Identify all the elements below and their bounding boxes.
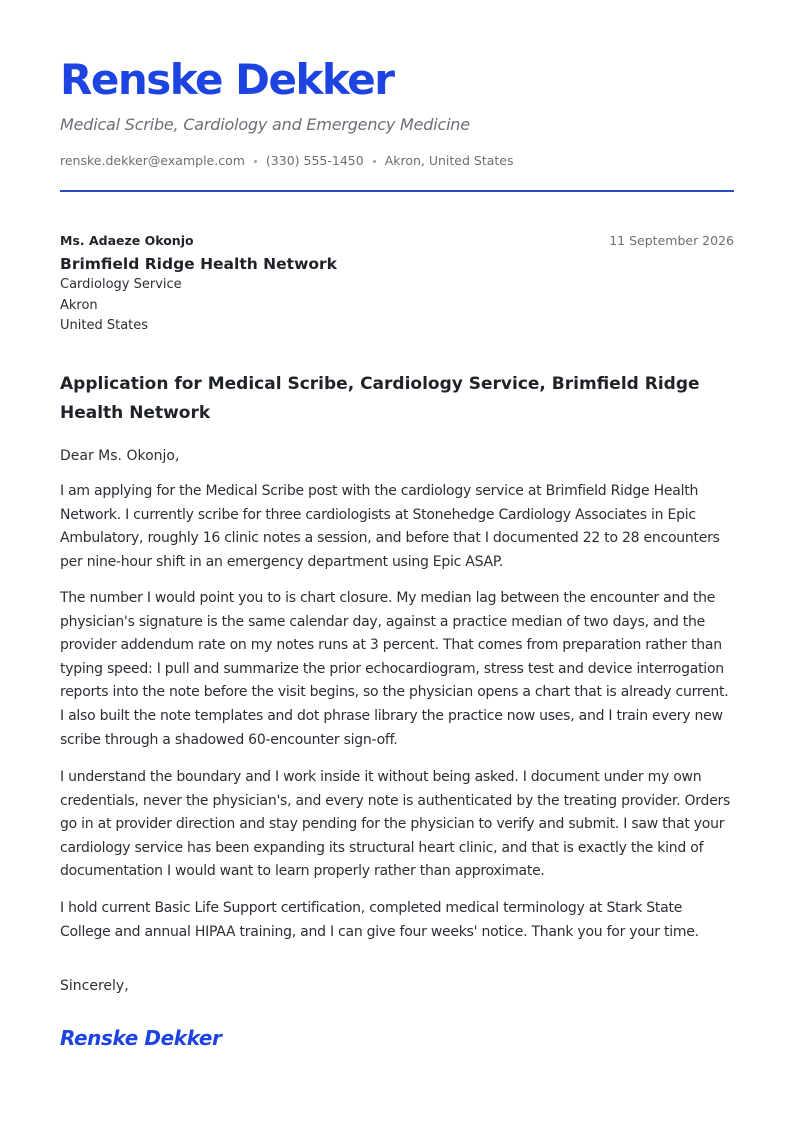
header-divider <box>60 190 734 192</box>
sender-title: Medical Scribe, Cardiology and Emergency Medicine <box>60 115 470 134</box>
separator-dot-icon <box>254 160 257 163</box>
recipient-city: Akron <box>60 298 98 313</box>
separator-dot-icon <box>373 160 376 163</box>
letter-subject: Application for Medical Scribe, Cardiology Service, Brimfield Ridge Health Network <box>60 374 700 423</box>
body-paragraph-1: I am applying for the Medical Scribe post with the cardiology service at Brimfield Ridge Health Network. I currently scribe for three cardiologists at Stonehedge Cardiology Associates in Epic Ambulatory, roughly 16 clinic notes a session, and before that I documented 22 to 28 encounters per nine-hour shift in an emergency department using Epic ASAP. <box>60 483 720 570</box>
signature: Renske Dekker <box>60 1026 222 1050</box>
contact-email: renske.dekker@example.com <box>60 153 245 168</box>
letter-date: 11 September 2026 <box>609 233 734 248</box>
salutation: Dear Ms. Okonjo, <box>60 448 180 464</box>
body-paragraph-4: I hold current Basic Life Support certification, completed medical terminology at Stark State College and annual HIPAA training, and I can give four weeks' notice. Thank you for your time. <box>60 900 699 940</box>
recipient-organization: Brimfield Ridge Health Network <box>60 255 337 273</box>
contact-phone: (330) 555-1450 <box>265 153 364 168</box>
body-paragraph-2: The number I would point you to is chart closure. My median lag between the encounter and the physician's signature is the same calendar day, against a practice median of two days, and the provider addendum rate on my notes runs at 3 percent. That comes from preparation rather than typing speed: I pull and summarize the prior echocardiogram, stress test and device interrogation reports into the note before the visit begins, so the physician opens a chart that is already current. I also built the note templates and dot phrase library the practice now uses, and I train every new scribe through a shadowed 60-encounter sign-off. <box>60 590 729 748</box>
contact-row <box>60 152 514 170</box>
recipient-department: Cardiology Service <box>60 277 182 292</box>
recipient-name: Ms. Adaeze Okonjo <box>60 233 194 248</box>
closing: Sincerely, <box>60 978 129 994</box>
contact-location: Akron, United States <box>384 153 514 168</box>
body-paragraph-3: I understand the boundary and I work inside it without being asked. I document under my own credentials, never the physician's, and every note is authenticated by the treating provider. Orders go in at provider direction and stay pending for the physician to verify and submit. I saw that your cardiology service has been expanding its structural heart clinic, and that is exactly the kind of documentation I would want to learn properly rather than approximate. <box>60 769 731 880</box>
recipient-country: United States <box>60 318 149 333</box>
sender-name: Renske Dekker <box>60 55 394 104</box>
